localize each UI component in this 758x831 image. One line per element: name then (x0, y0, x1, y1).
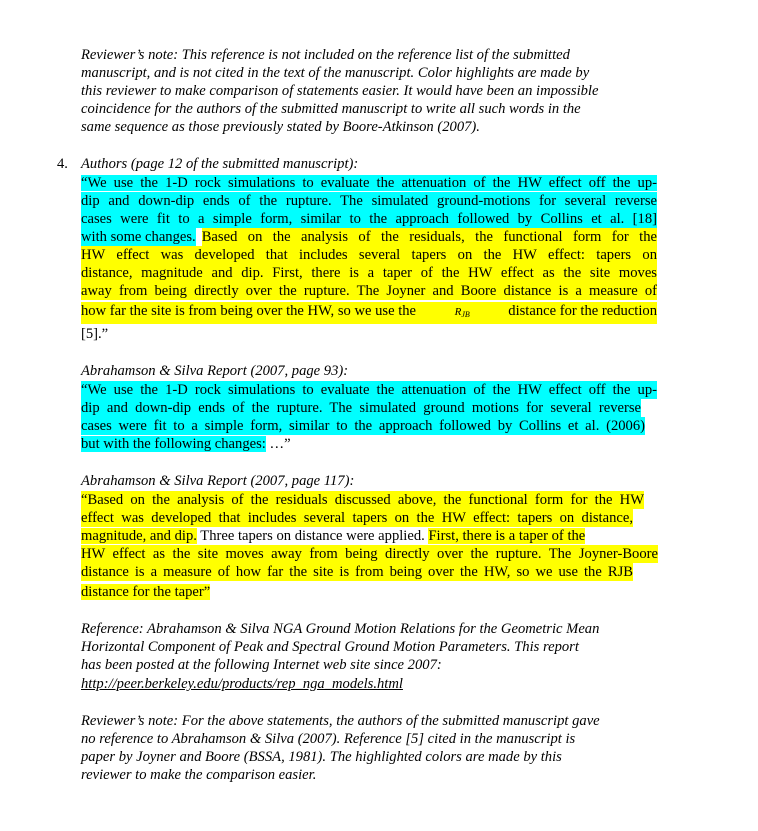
authors-quote-line (81, 228, 657, 246)
rjb-symbol: $R_{JB}$ (454, 306, 470, 319)
quote-text: …” (265, 436, 291, 452)
reviewer-note-2-line: Reviewer’s note: For the above statements, the authors of the submitted manuscript gave (81, 713, 600, 729)
yellow-highlight: Based on the analysis of the residuals, the functional form for the (201, 229, 657, 245)
cyan-highlight: with some changes. (81, 229, 196, 245)
report-117-quote-line: distance is a measure of how far the site is from being over the HW, so we use the RJB (81, 564, 633, 580)
authors-quote-line (81, 302, 657, 324)
report-117-quote-line: HW effect as the site moves away from being directly over the rupture. The Joyner-Boore (81, 546, 658, 562)
quote-text: Three tapers on distance were applied. (196, 528, 429, 544)
report-117-quote-line (81, 527, 585, 545)
report-93-quote-line: dip and down-dip ends of the rupture. The simulated ground motions for several reverse (81, 400, 641, 416)
report-117-heading: Abrahamson & Silva Report (2007, page 117): (81, 473, 355, 489)
report-117-quote-line (81, 583, 210, 601)
reviewer-note-2-line: no reference to Abrahamson & Silva (2007). Reference [5] cited in the manuscript is (81, 731, 576, 747)
reviewer-note-2-line: paper by Joyner and Boore (BSSA, 1981). The highlighted colors are made by this (81, 749, 562, 765)
reference-line: has been posted at the following Internet web site since 2007: (81, 657, 442, 673)
authors-quote-line: distance, magnitude and dip. First, there is a taper of the HW effect as the site moves (81, 265, 657, 281)
reviewer-note-1-line: coincidence for the authors of the submitted manuscript to write all such words in the (81, 101, 581, 117)
reviewer-note-1-line: Reviewer’s note: This reference is not included on the reference list of the submitted (81, 47, 570, 63)
reviewer-note-1-line: same sequence as those previously stated by Boore-Atkinson (2007). (81, 119, 480, 135)
quote-text: how far the site is from being over the HW, so we use the (81, 303, 417, 319)
authors-quote-line (81, 174, 657, 192)
authors-heading: Authors (page 12 of the submitted manuscript): (81, 156, 359, 172)
authors-quote-line: HW effect was developed that includes several tapers on the HW effect: tapers on (81, 247, 657, 263)
report-117-quote-line: “Based on the analysis of the residuals discussed above, the functional form for the HW (81, 492, 644, 508)
cyan-highlight: “We use the 1-D rock simulations to evaluate the attenuation of the HW effect off the up- (81, 175, 657, 191)
authors-quote-line: away from being directly over the rupture. The Joyner and Boore distance is a measure of (81, 283, 657, 299)
report-93-heading: Abrahamson & Silva Report (2007, page 93): (81, 363, 349, 379)
list-number: 4. (57, 156, 68, 172)
report-93-quote-line: “We use the 1-D rock simulations to evaluate the attenuation of the HW effect off the up- (81, 382, 657, 398)
authors-quote-line: dip and down-dip ends of the rupture. The simulated ground-motions for several reverse (81, 193, 657, 209)
reviewer-note-1-line: manuscript, and is not cited in the text of the manuscript. Color highlights are made by (81, 65, 590, 81)
authors-quote-line: [5].” (81, 326, 109, 342)
report-93-quote-line: cases were fit to a simple form, similar to the approach followed by Collins et al. (2006) (81, 418, 645, 434)
yellow-highlight: First, there is a taper of the (428, 528, 586, 544)
report-93-quote-line (81, 435, 291, 453)
reference-line: Reference: Abrahamson & Silva NGA Ground Motion Relations for the Geometric Mean (81, 621, 600, 637)
quote-text: distance for the reduction (508, 303, 657, 319)
authors-quote-line: cases were fit to a simple form, similar to the approach followed by Collins et al. [18] (81, 211, 657, 227)
cyan-highlight: but with the following changes: (81, 436, 266, 452)
yellow-highlight: distance for the taper” (81, 584, 211, 600)
yellow-highlight: magnitude, and dip. (81, 528, 197, 544)
reference-url-link[interactable]: http://peer.berkeley.edu/products/rep_nga_models.html (81, 676, 403, 692)
report-117-quote-line: effect was developed that includes several tapers on the HW effect: tapers on distance, (81, 510, 633, 526)
reference-line: Horizontal Component of Peak and Spectral Ground Motion Parameters. This report (81, 639, 579, 655)
reviewer-note-2-line: reviewer to make the comparison easier. (81, 767, 317, 783)
reviewer-note-1-line: this reviewer to make comparison of statements easier. It would have been an impossible (81, 83, 599, 99)
